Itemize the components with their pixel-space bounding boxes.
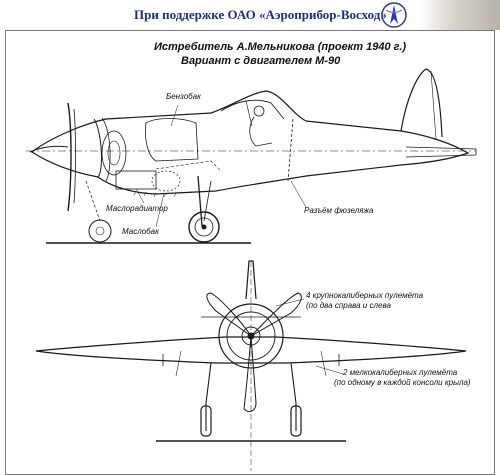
label-heavy-mg-line2: (по два справа и слева	[306, 301, 391, 310]
drawing-sheet	[5, 30, 495, 475]
label-oil-radiator: Маслорадиатор	[106, 204, 168, 213]
drawing-subtitle: Вариант с двигателем М-90	[181, 55, 341, 67]
label-oil-tank: Маслобак	[122, 227, 159, 236]
header-bar	[0, 0, 500, 30]
label-fuel-tank: Бензобак	[166, 92, 201, 101]
side-view	[26, 69, 476, 243]
sponsor-text: При поддержке ОАО «Аэроприбор-Восход»	[134, 7, 387, 22]
label-heavy-mg-line1: 4 крупнокалиберных пулемёта	[306, 291, 424, 300]
label-light-mg-line2: (по одному в каждой консоли крыла)	[334, 378, 471, 387]
label-light-mg-line1: 2 мелкокалиберных пулемёта	[343, 368, 458, 377]
label-fuselage-joint: Разъём фюзеляжа	[304, 206, 374, 215]
aircraft-drawing	[6, 31, 494, 474]
header-corner-photo	[420, 0, 500, 30]
drawing-title: Истребитель А.Мельникова (проект 1940 г.)	[154, 41, 407, 53]
aeropribor-logo-icon	[381, 2, 407, 28]
